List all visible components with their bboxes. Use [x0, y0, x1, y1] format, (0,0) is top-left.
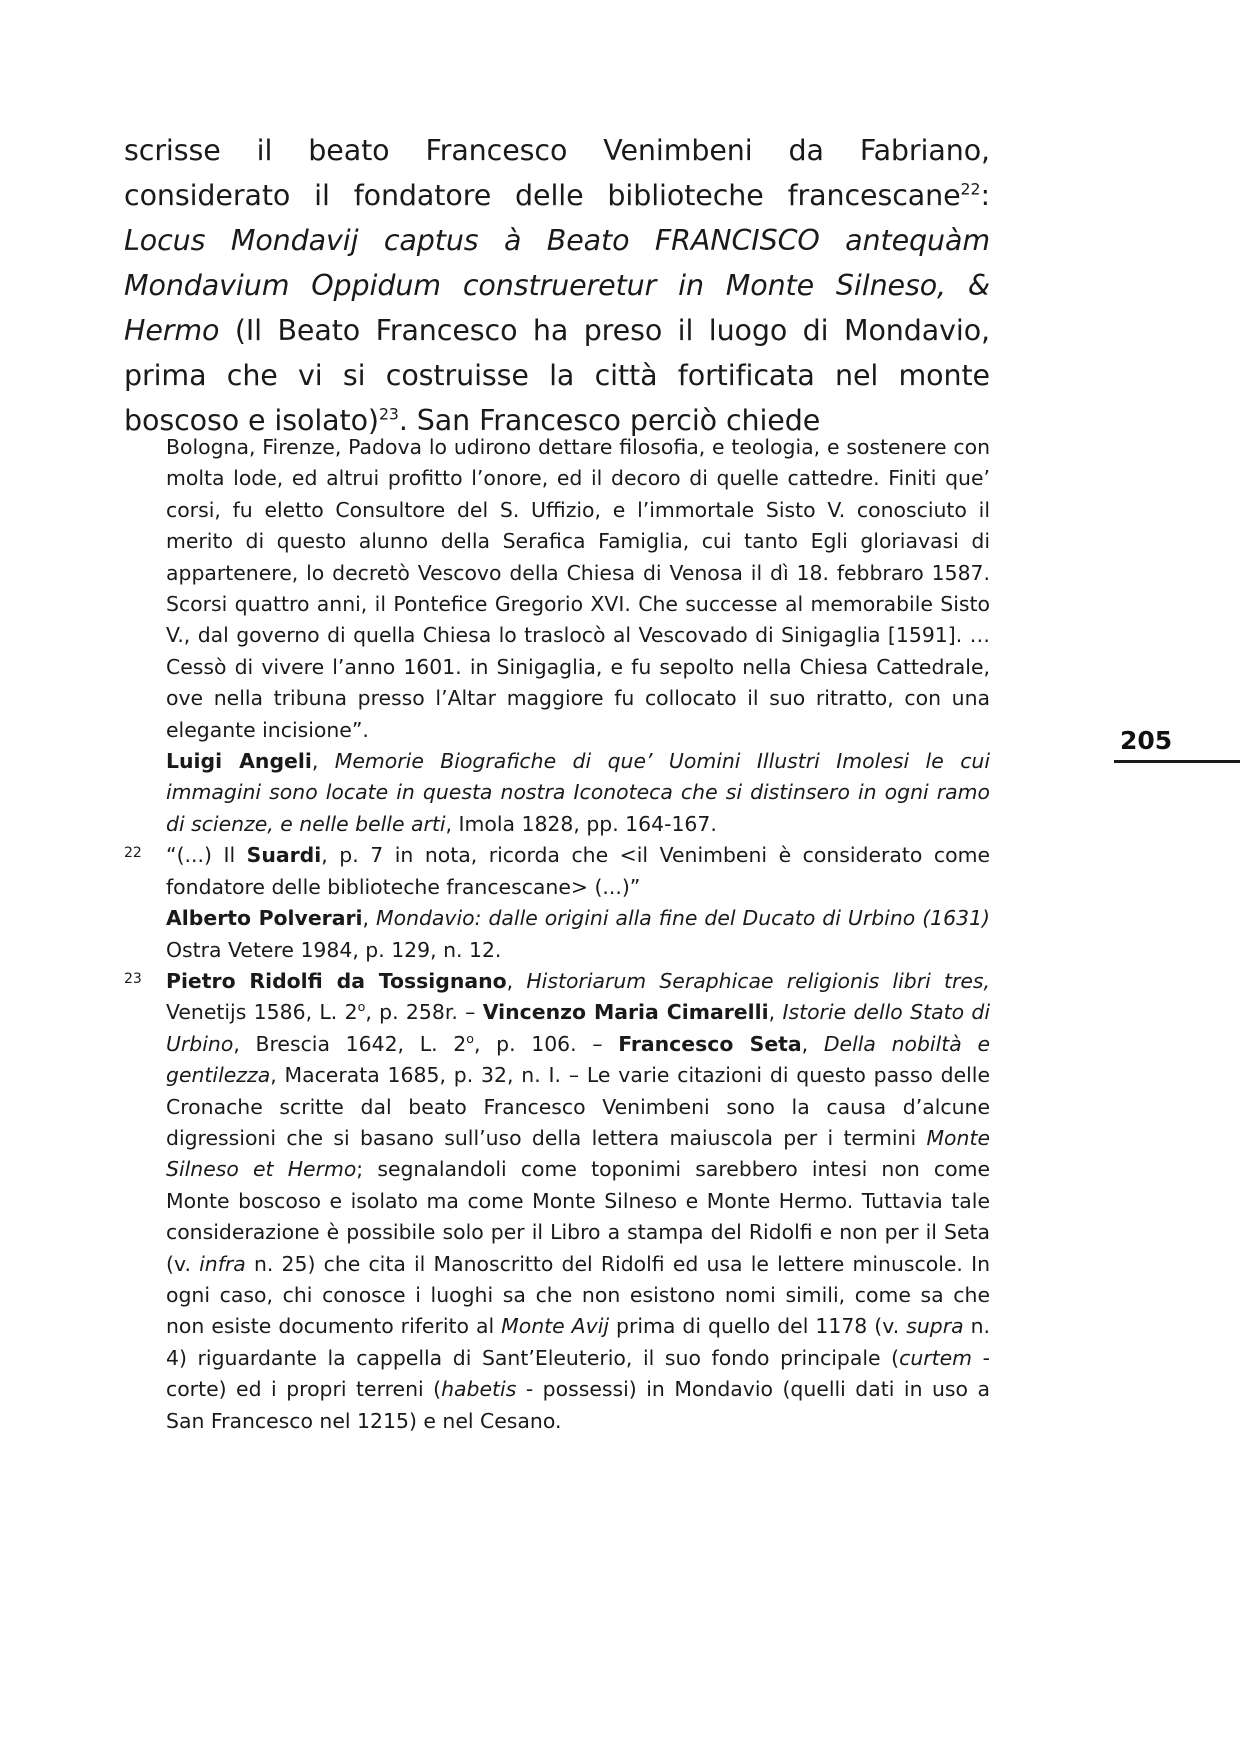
citation-comma: , [445, 811, 459, 836]
fn22-quote-part1: “(...) Il [166, 843, 247, 868]
fn23-imprint-b-pre: , Brescia 1642, L. 2 [233, 1031, 467, 1056]
fn23-author-c: Francesco Seta [618, 1031, 802, 1056]
fn23-commentary-italic-6: habetis [441, 1377, 517, 1402]
fn23-sep-c: , [801, 1031, 824, 1056]
fn23-degree-b: o [466, 1030, 474, 1046]
fn23-commentary-italic-4: supra [906, 1314, 964, 1339]
page-number: 205 [1120, 726, 1173, 755]
fn23-commentary-3: n. 25) che cita il Manoscritto del Ridolfi ed usa le lettere minuscole. In ogni caso, chi conosce i luoghi sa che non esistono nomi simili, come sa che non esiste documento riferito al [166, 1251, 991, 1339]
fn23-sep-b: , [768, 1000, 783, 1025]
fn23-commentary-2: ; segnalandoli come toponimi sarebbero intesi non come Monte boscoso e isolato ma come Monte Silneso e Monte Hermo. Tuttavia tale considerazione è possibile solo per il Libro a stampa del Ridolfi e non per il Seta (v. [166, 1157, 990, 1276]
fn23-commentary-7: - possessi) in Mondavio (quelli dati in uso a San Francesco nel 1215) e nel Cesano. [166, 1377, 990, 1433]
fn22-quote-bold: Suardi [246, 843, 322, 868]
fn22-citation-imprint: Ostra Vetere 1984, p. 129, n. 12. [166, 937, 502, 962]
body-seg-roman-1: scrisse il beato Francesco Venimbeni da Fabriano, considerato il fondatore delle biblioteche francescane [124, 134, 990, 212]
page-number-block [1114, 726, 1240, 763]
fn23-commentary-italic-1: Monte Silneso et Hermo [166, 1125, 990, 1182]
fn23-commentary-1: Le varie citazioni di questo passo delle Cronache scritte dal beato Francesco Venimbeni sono la causa d’alcune digressioni che si basano sull’uso della lettera maiuscola per i termini [166, 1063, 991, 1150]
fn22-citation-title: Mondavio: dalle origini alla fine del Ducato di Urbino (1631) [376, 906, 990, 931]
citation-author: Luigi Angeli [166, 749, 312, 774]
fn23-imprint-b-post: , p. 106. – [473, 1031, 619, 1056]
fn23-author-a: Pietro Ridolfi da Tossignano [166, 968, 507, 993]
fn23-commentary-5: n. 4) riguardante la cappella di Sant’Eleuterio, il suo fondo principale ( [166, 1314, 990, 1370]
footnote-continuation-citation [166, 746, 990, 840]
footnote-number-22: 22 [124, 845, 142, 862]
footnote-ref-23[interactable]: 23 [378, 404, 399, 424]
fn23-commentary-italic-5: curtem [899, 1345, 973, 1370]
page-number-rule [1114, 760, 1240, 763]
fn23-sep-a: , [506, 968, 527, 993]
fn23-author-b: Vincenzo Maria Cimarelli [482, 1000, 769, 1025]
fn23-title-c: Della nobiltà e gentilezza [166, 1031, 990, 1088]
fn23-imprint-c: , Macerata 1685, p. 32, n. I. – [270, 1063, 587, 1088]
fn22-citation-sep: , [362, 906, 376, 931]
citation-title: Memorie Biografiche di que’ Uomini Illustri Imolesi le cui immagini sono locate in questa nostra Iconoteca che si distinsero in ogni ramo di scienze, e nelle belle arti [166, 749, 991, 836]
citation-separator: , [311, 749, 335, 774]
body-seg-roman-2: : [980, 179, 990, 212]
fn22-citation-author: Alberto Polverari [166, 906, 363, 931]
footnote-entry-23 [124, 966, 990, 1437]
fn23-commentary-4: prima di quello del 1178 (v. [609, 1314, 907, 1339]
body-paragraph-text [124, 128, 990, 443]
body-seg-roman-3: (Il Beato Francesco ha preso il luogo di Mondavio, prima che vi si costruisse la città fortificata nel monte boscoso e isolato) [124, 314, 990, 437]
fn23-commentary-italic-2: infra [199, 1251, 246, 1276]
footnote-number-23: 23 [124, 970, 142, 987]
fn23-imprint-a-pre: Venetijs 1586, L. 2 [166, 1000, 358, 1025]
body-seg-italic-latin: Locus Mondavij captus à Beato FRANCISCO antequàm Mondavium Oppidum construeretur in Monte Silneso, & Hermo [124, 224, 990, 347]
footnote-entry-22 [124, 840, 990, 966]
fn22-quote-part2: , p. 7 in nota, ricorda che <il Venimbeni è considerato come fondatore delle biblioteche francescane> (...)” [166, 843, 990, 899]
fn23-degree-a: o [357, 999, 366, 1015]
citation-imprint: Imola 1828, pp. 164-167. [458, 811, 717, 836]
body-seg-roman-4: . San Francesco perciò chiede [398, 404, 821, 437]
footnote-ref-22[interactable]: 22 [960, 179, 981, 199]
fn23-commentary-6: - corte) ed i propri terreni ( [166, 1345, 990, 1402]
footnote-continuation-quote: Bologna, Firenze, Padova lo udirono dettare filosofia, e teologia, e sostenere con molta lode, ed altrui profitto l’onore, ed il decoro di quelle cattedre. Finiti que’ corsi, fu eletto Consultore del S. Uffizio, e l’immortale Sisto V. conosciuto il merito di questo alunno della Serafica Famiglia, cui tanto Egli gloriavasi di appartenere, lo decretò Vescovo della Chiesa di Venosa il dì 18. febbraro 1587. Scorsi quattro anni, il Pontefice Gregorio XVI. Che successe al memorabile Sisto V., dal governo di quella Chiesa lo traslocò al Vescovado di Sinigaglia [1591]. … Cessò di vivere l’anno 1601. in Sinigaglia, e fu sepolto nella Chiesa Cattedrale, ove nella tribuna presso l’Altar maggiore fu collocato il suo ritratto, con una elegante incisione”. [166, 435, 990, 742]
fn23-title-a: Historiarum Seraphicae religionis libri tres, [526, 968, 990, 993]
fn23-imprint-a-post: , p. 258r. – [365, 1000, 483, 1025]
footnote-area [124, 432, 990, 1437]
fn23-commentary-italic-3: Monte Avij [501, 1314, 610, 1339]
body-paragraph [124, 128, 990, 443]
fn23-title-b: Istorie dello Stato di Urbino [166, 1000, 990, 1056]
